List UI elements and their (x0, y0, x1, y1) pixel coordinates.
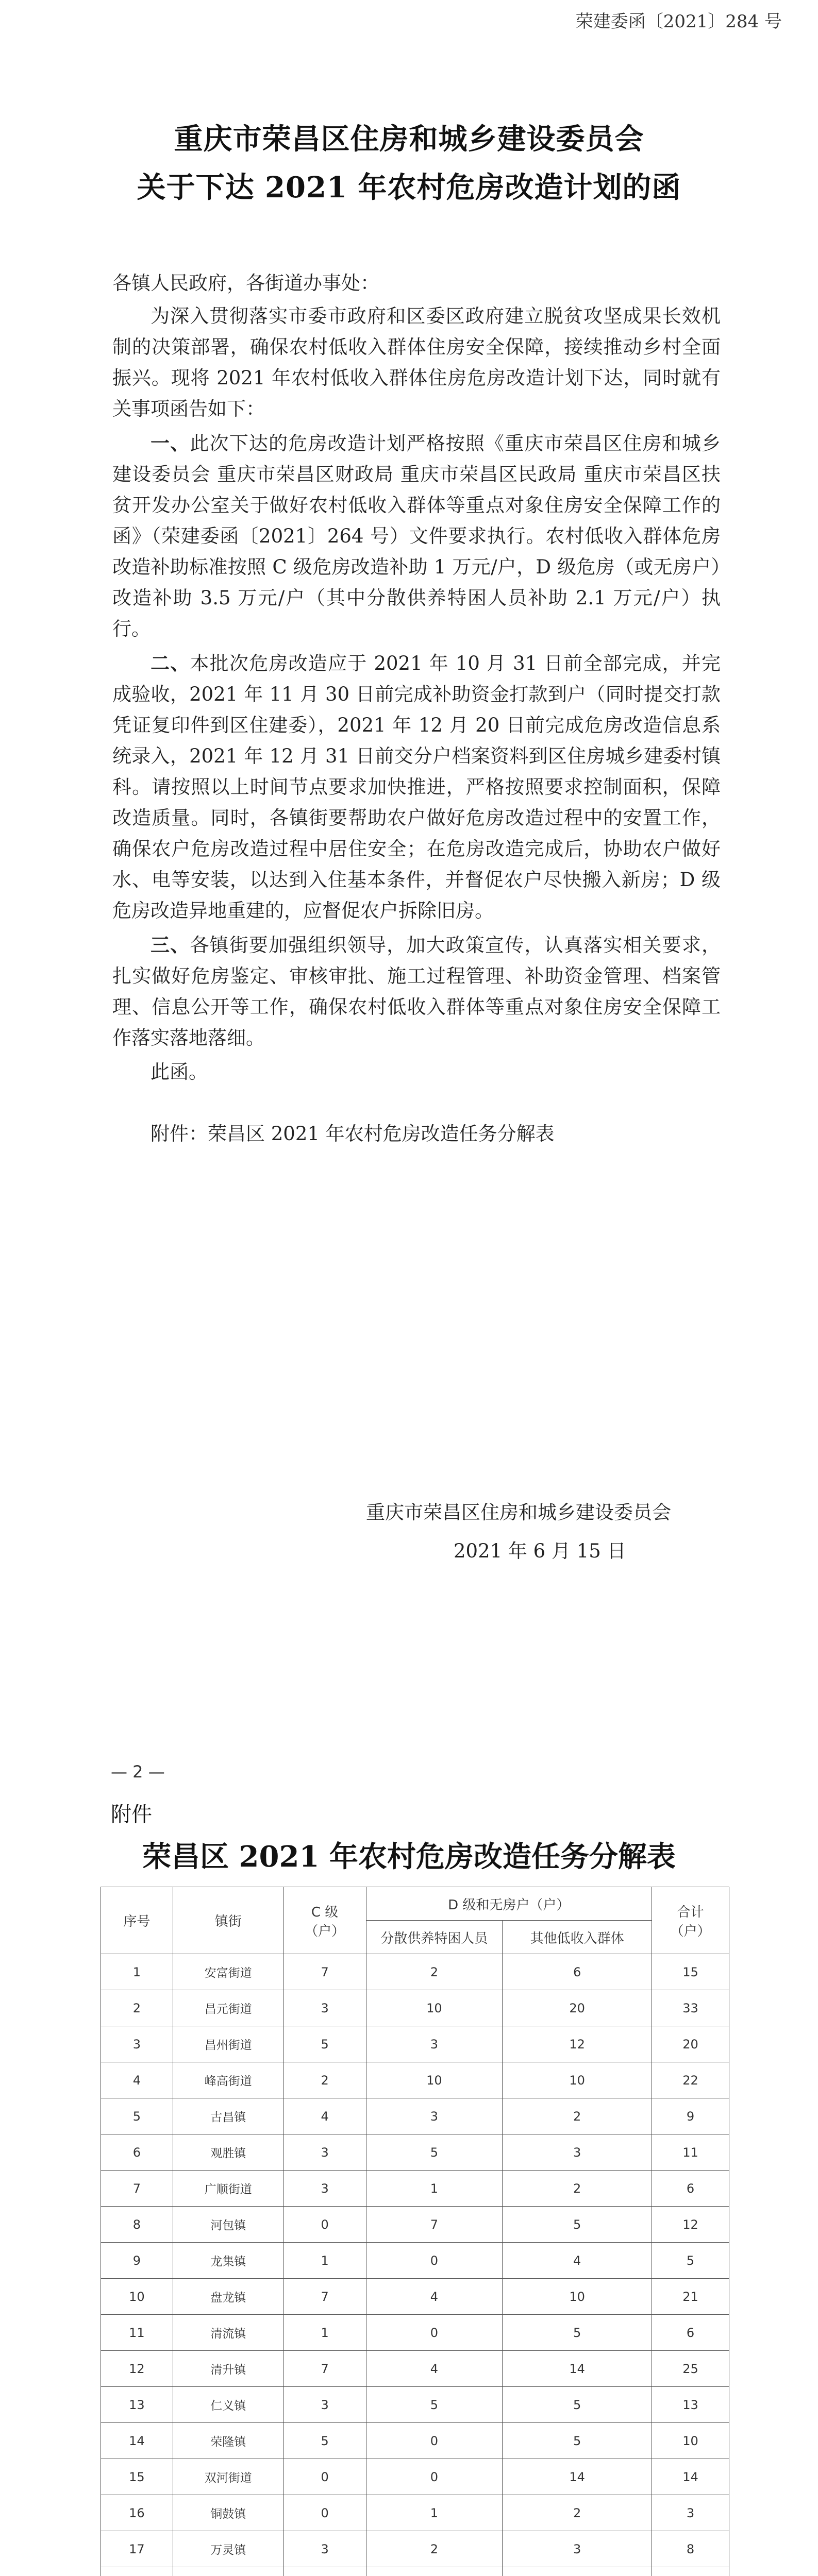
table-row (101, 2459, 729, 2495)
header-no: 序号 (101, 1887, 173, 1954)
town-cell: 昌州街道 (173, 2026, 283, 2062)
d-scattered-cell: 0 (366, 2459, 503, 2495)
total-cell: 11 (652, 2134, 729, 2171)
title-line-1: 重庆市荣昌区住房和城乡建设委员会 (174, 122, 644, 156)
table-row (101, 2351, 729, 2387)
town-cell (173, 2567, 283, 2576)
town-cell: 荣隆镇 (173, 2423, 283, 2459)
town-cell: 广顺街道 (173, 2171, 283, 2207)
header-total-label: 合计 (677, 1904, 704, 1920)
d-scattered-cell: 4 (366, 2279, 503, 2315)
d-other-cell: 5 (503, 2387, 652, 2423)
title-line-2: 关于下达 2021 年农村危房改造计划的函 (137, 171, 681, 205)
table-row (101, 2243, 729, 2279)
row-number-cell: 17 (101, 2531, 173, 2567)
row-number-cell: 5 (101, 2098, 173, 2134)
item-3-heading: 三、 (151, 934, 190, 956)
table-row (101, 1954, 729, 1990)
d-scattered-cell: 2 (366, 1954, 503, 1990)
d-other-cell: 12 (503, 2026, 652, 2062)
total-cell: 20 (652, 2026, 729, 2062)
d-scattered-cell: 2 (366, 2531, 503, 2567)
d-other-cell: 6 (503, 1954, 652, 1990)
row-number-cell: 11 (101, 2315, 173, 2351)
table-row (101, 2423, 729, 2459)
total-cell: 15 (652, 1954, 729, 1990)
c-level-cell: 7 (283, 1954, 366, 1990)
row-number-cell: 3 (101, 2026, 173, 2062)
total-cell: 3 (652, 2495, 729, 2531)
table-row (101, 2387, 729, 2423)
item-2-paragraph (112, 648, 721, 926)
c-level-cell: 0 (283, 2207, 366, 2243)
row-number-cell: 9 (101, 2243, 173, 2279)
d-other-cell (503, 2567, 652, 2576)
row-number-cell: 4 (101, 2062, 173, 2098)
d-other-cell: 4 (503, 2243, 652, 2279)
total-cell: 5 (652, 2243, 729, 2279)
header-c-unit: （户） (305, 1923, 345, 1939)
table-row (101, 2134, 729, 2171)
row-number-cell: 2 (101, 1990, 173, 2026)
row-number-cell (101, 2567, 173, 2576)
d-scattered-cell: 10 (366, 1990, 503, 2026)
total-cell: 13 (652, 2387, 729, 2423)
town-cell: 清流镇 (173, 2315, 283, 2351)
d-other-cell: 3 (503, 2531, 652, 2567)
table-title: 荣昌区 2021 年农村危房改造任务分解表 (142, 1840, 676, 1874)
town-cell: 龙集镇 (173, 2243, 283, 2279)
c-level-cell: 5 (283, 2423, 366, 2459)
town-cell: 双河街道 (173, 2459, 283, 2495)
total-cell: 10 (652, 2423, 729, 2459)
c-level-cell: 2 (283, 2062, 366, 2098)
d-other-cell: 10 (503, 2279, 652, 2315)
c-level-cell: 1 (283, 2243, 366, 2279)
table-row (101, 2531, 729, 2567)
d-other-cell: 5 (503, 2423, 652, 2459)
signature-organization: 重庆市荣昌区住房和城乡建设委员会 (366, 1501, 671, 1523)
d-other-cell: 2 (503, 2495, 652, 2531)
table-row (101, 2062, 729, 2098)
attachment-label: 附件 (111, 1803, 152, 1826)
d-other-cell: 14 (503, 2459, 652, 2495)
row-number-cell: 10 (101, 2279, 173, 2315)
c-level-cell (283, 2567, 366, 2576)
town-cell: 峰高街道 (173, 2062, 283, 2098)
header-c-level (283, 1887, 366, 1954)
town-cell: 安富街道 (173, 1954, 283, 1990)
town-cell: 古昌镇 (173, 2098, 283, 2134)
total-cell (652, 2567, 729, 2576)
c-level-cell: 5 (283, 2026, 366, 2062)
c-level-cell: 3 (283, 2387, 366, 2423)
d-scattered-cell: 0 (366, 2243, 503, 2279)
item-1-text: 此次下达的危房改造计划严格按照《重庆市荣昌区住房和城乡建设委员会 重庆市荣昌区财政局 重庆市荣昌区民政局 重庆市荣昌区扶贫开发办公室关于做好农村低收入群体等重点对象住房安全保障工作的函》（荣建委函〔2021〕264 号）文件要求执行。农村低收入群体危房改造补助标准按照 C 级危房改造补助 1 万元/户，D 级危房（或无房户）改造补助 3.5 万元/户（其中分散供养特困人员补助 2.1 万元/户）执行。 (112, 432, 721, 640)
total-cell: 33 (652, 1990, 729, 2026)
table-row (101, 2207, 729, 2243)
c-level-cell: 3 (283, 2171, 366, 2207)
table-row (101, 1990, 729, 2026)
c-level-cell: 3 (283, 1990, 366, 2026)
total-cell: 14 (652, 2459, 729, 2495)
c-level-cell: 3 (283, 2134, 366, 2171)
table-row (101, 2279, 729, 2315)
town-cell: 昌元街道 (173, 1990, 283, 2026)
row-number-cell: 13 (101, 2387, 173, 2423)
table-row (101, 2567, 729, 2576)
item-2-text: 本批次危房改造应于 2021 年 10 月 31 日前全部完成，并完成验收，2021 年 11 月 30 日前完成补助资金打款到户（同时提交打款凭证复印件到区住建委），2021 年 12 月 20 日前完成危房改造信息系统录入，2021 年 12 月 31 日前交分户档案资料到区住房城乡建委村镇科。请按照以上时间节点要求加快推进，严格按照要求控制面积，保障改造质量。同时，各镇街要帮助农户做好危房改造过程中的安置工作，确保农户危房改造过程中居住安全；在危房改造完成后，协助农户做好水、电等安装，以达到入住基本条件，并督促农户尽快搬入新房；D 级危房改造异地重建的，应督促农户拆除旧房。 (112, 652, 721, 922)
total-cell: 21 (652, 2279, 729, 2315)
task-breakdown-table (101, 1887, 729, 2576)
table-row (101, 2026, 729, 2062)
d-scattered-cell: 1 (366, 2171, 503, 2207)
town-cell: 铜鼓镇 (173, 2495, 283, 2531)
c-level-cell: 7 (283, 2351, 366, 2387)
header-total-unit: （户） (670, 1923, 711, 1939)
d-scattered-cell: 0 (366, 2315, 503, 2351)
c-level-cell: 1 (283, 2315, 366, 2351)
document-number: 荣建委函〔2021〕284 号 (575, 11, 782, 32)
d-scattered-cell: 5 (366, 2387, 503, 2423)
town-cell: 盘龙镇 (173, 2279, 283, 2315)
row-number-cell: 12 (101, 2351, 173, 2387)
town-cell: 万灵镇 (173, 2531, 283, 2567)
d-scattered-cell: 5 (366, 2134, 503, 2171)
row-number-cell: 7 (101, 2171, 173, 2207)
d-scattered-cell (366, 2567, 503, 2576)
d-other-cell: 3 (503, 2134, 652, 2171)
total-cell: 22 (652, 2062, 729, 2098)
header-total (652, 1887, 729, 1954)
header-c-label: C 级 (311, 1904, 339, 1920)
letter-body (112, 268, 721, 1149)
c-level-cell: 7 (283, 2279, 366, 2315)
d-other-cell: 2 (503, 2171, 652, 2207)
d-scattered-cell: 3 (366, 2098, 503, 2134)
header-d-level: D 级和无房户（户） (366, 1887, 652, 1921)
header-town: 镇街 (173, 1887, 283, 1954)
item-3-paragraph (112, 929, 721, 1054)
table-header (101, 1887, 729, 1954)
item-3-text: 各镇街要加强组织领导，加大政策宣传，认真落实相关要求，扎实做好危房鉴定、审核审批、施工过程管理、补助资金管理、档案管理、信息公开等工作，确保农村低收入群体等重点对象住房安全保障工作落实落地落细。 (112, 934, 721, 1049)
row-number-cell: 16 (101, 2495, 173, 2531)
header-d-other-low-income: 其他低收入群体 (503, 1921, 652, 1954)
table-row (101, 2495, 729, 2531)
total-cell: 6 (652, 2315, 729, 2351)
c-level-cell: 0 (283, 2495, 366, 2531)
town-cell: 河包镇 (173, 2207, 283, 2243)
d-other-cell: 5 (503, 2315, 652, 2351)
d-other-cell: 10 (503, 2062, 652, 2098)
c-level-cell: 4 (283, 2098, 366, 2134)
row-number-cell: 14 (101, 2423, 173, 2459)
row-number-cell: 8 (101, 2207, 173, 2243)
row-number-cell: 6 (101, 2134, 173, 2171)
d-scattered-cell: 3 (366, 2026, 503, 2062)
item-2-heading: 二、 (151, 652, 190, 674)
d-other-cell: 14 (503, 2351, 652, 2387)
closing-line: 此函。 (151, 1061, 208, 1083)
c-level-cell: 3 (283, 2531, 366, 2567)
greeting: 各镇人民政府，各街道办事处： (112, 272, 379, 294)
total-cell: 12 (652, 2207, 729, 2243)
row-number-cell: 15 (101, 2459, 173, 2495)
intro-paragraph: 为深入贯彻落实市委市政府和区委区政府建立脱贫攻坚成果长效机制的决策部署，确保农村低收入群体住房安全保障，接续推动乡村全面振兴。现将 2021 年农村低收入群体住房危房改造计划下达，同时就有关事项函告如下： (112, 305, 721, 420)
d-other-cell: 20 (503, 1990, 652, 2026)
item-1-paragraph (112, 428, 721, 645)
d-scattered-cell: 10 (366, 2062, 503, 2098)
table-row (101, 2315, 729, 2351)
d-scattered-cell: 0 (366, 2423, 503, 2459)
header-d-scattered-support: 分散供养特困人员 (366, 1921, 503, 1954)
table-body (101, 1954, 729, 2576)
d-other-cell: 5 (503, 2207, 652, 2243)
page-number-2: — 2 — (111, 1762, 165, 1782)
total-cell: 6 (652, 2171, 729, 2207)
item-1-heading: 一、 (151, 432, 190, 454)
signature-date: 2021 年 6 月 15 日 (454, 1540, 626, 1562)
table-row (101, 2098, 729, 2134)
total-cell: 25 (652, 2351, 729, 2387)
town-cell: 清升镇 (173, 2351, 283, 2387)
total-cell: 8 (652, 2531, 729, 2567)
c-level-cell: 0 (283, 2459, 366, 2495)
town-cell: 观胜镇 (173, 2134, 283, 2171)
row-number-cell: 1 (101, 1954, 173, 1990)
d-scattered-cell: 4 (366, 2351, 503, 2387)
town-cell: 仁义镇 (173, 2387, 283, 2423)
d-other-cell: 2 (503, 2098, 652, 2134)
d-scattered-cell: 1 (366, 2495, 503, 2531)
attachment-line: 附件：荣昌区 2021 年农村危房改造任务分解表 (151, 1123, 555, 1145)
table-row (101, 2171, 729, 2207)
total-cell: 9 (652, 2098, 729, 2134)
d-scattered-cell: 7 (366, 2207, 503, 2243)
